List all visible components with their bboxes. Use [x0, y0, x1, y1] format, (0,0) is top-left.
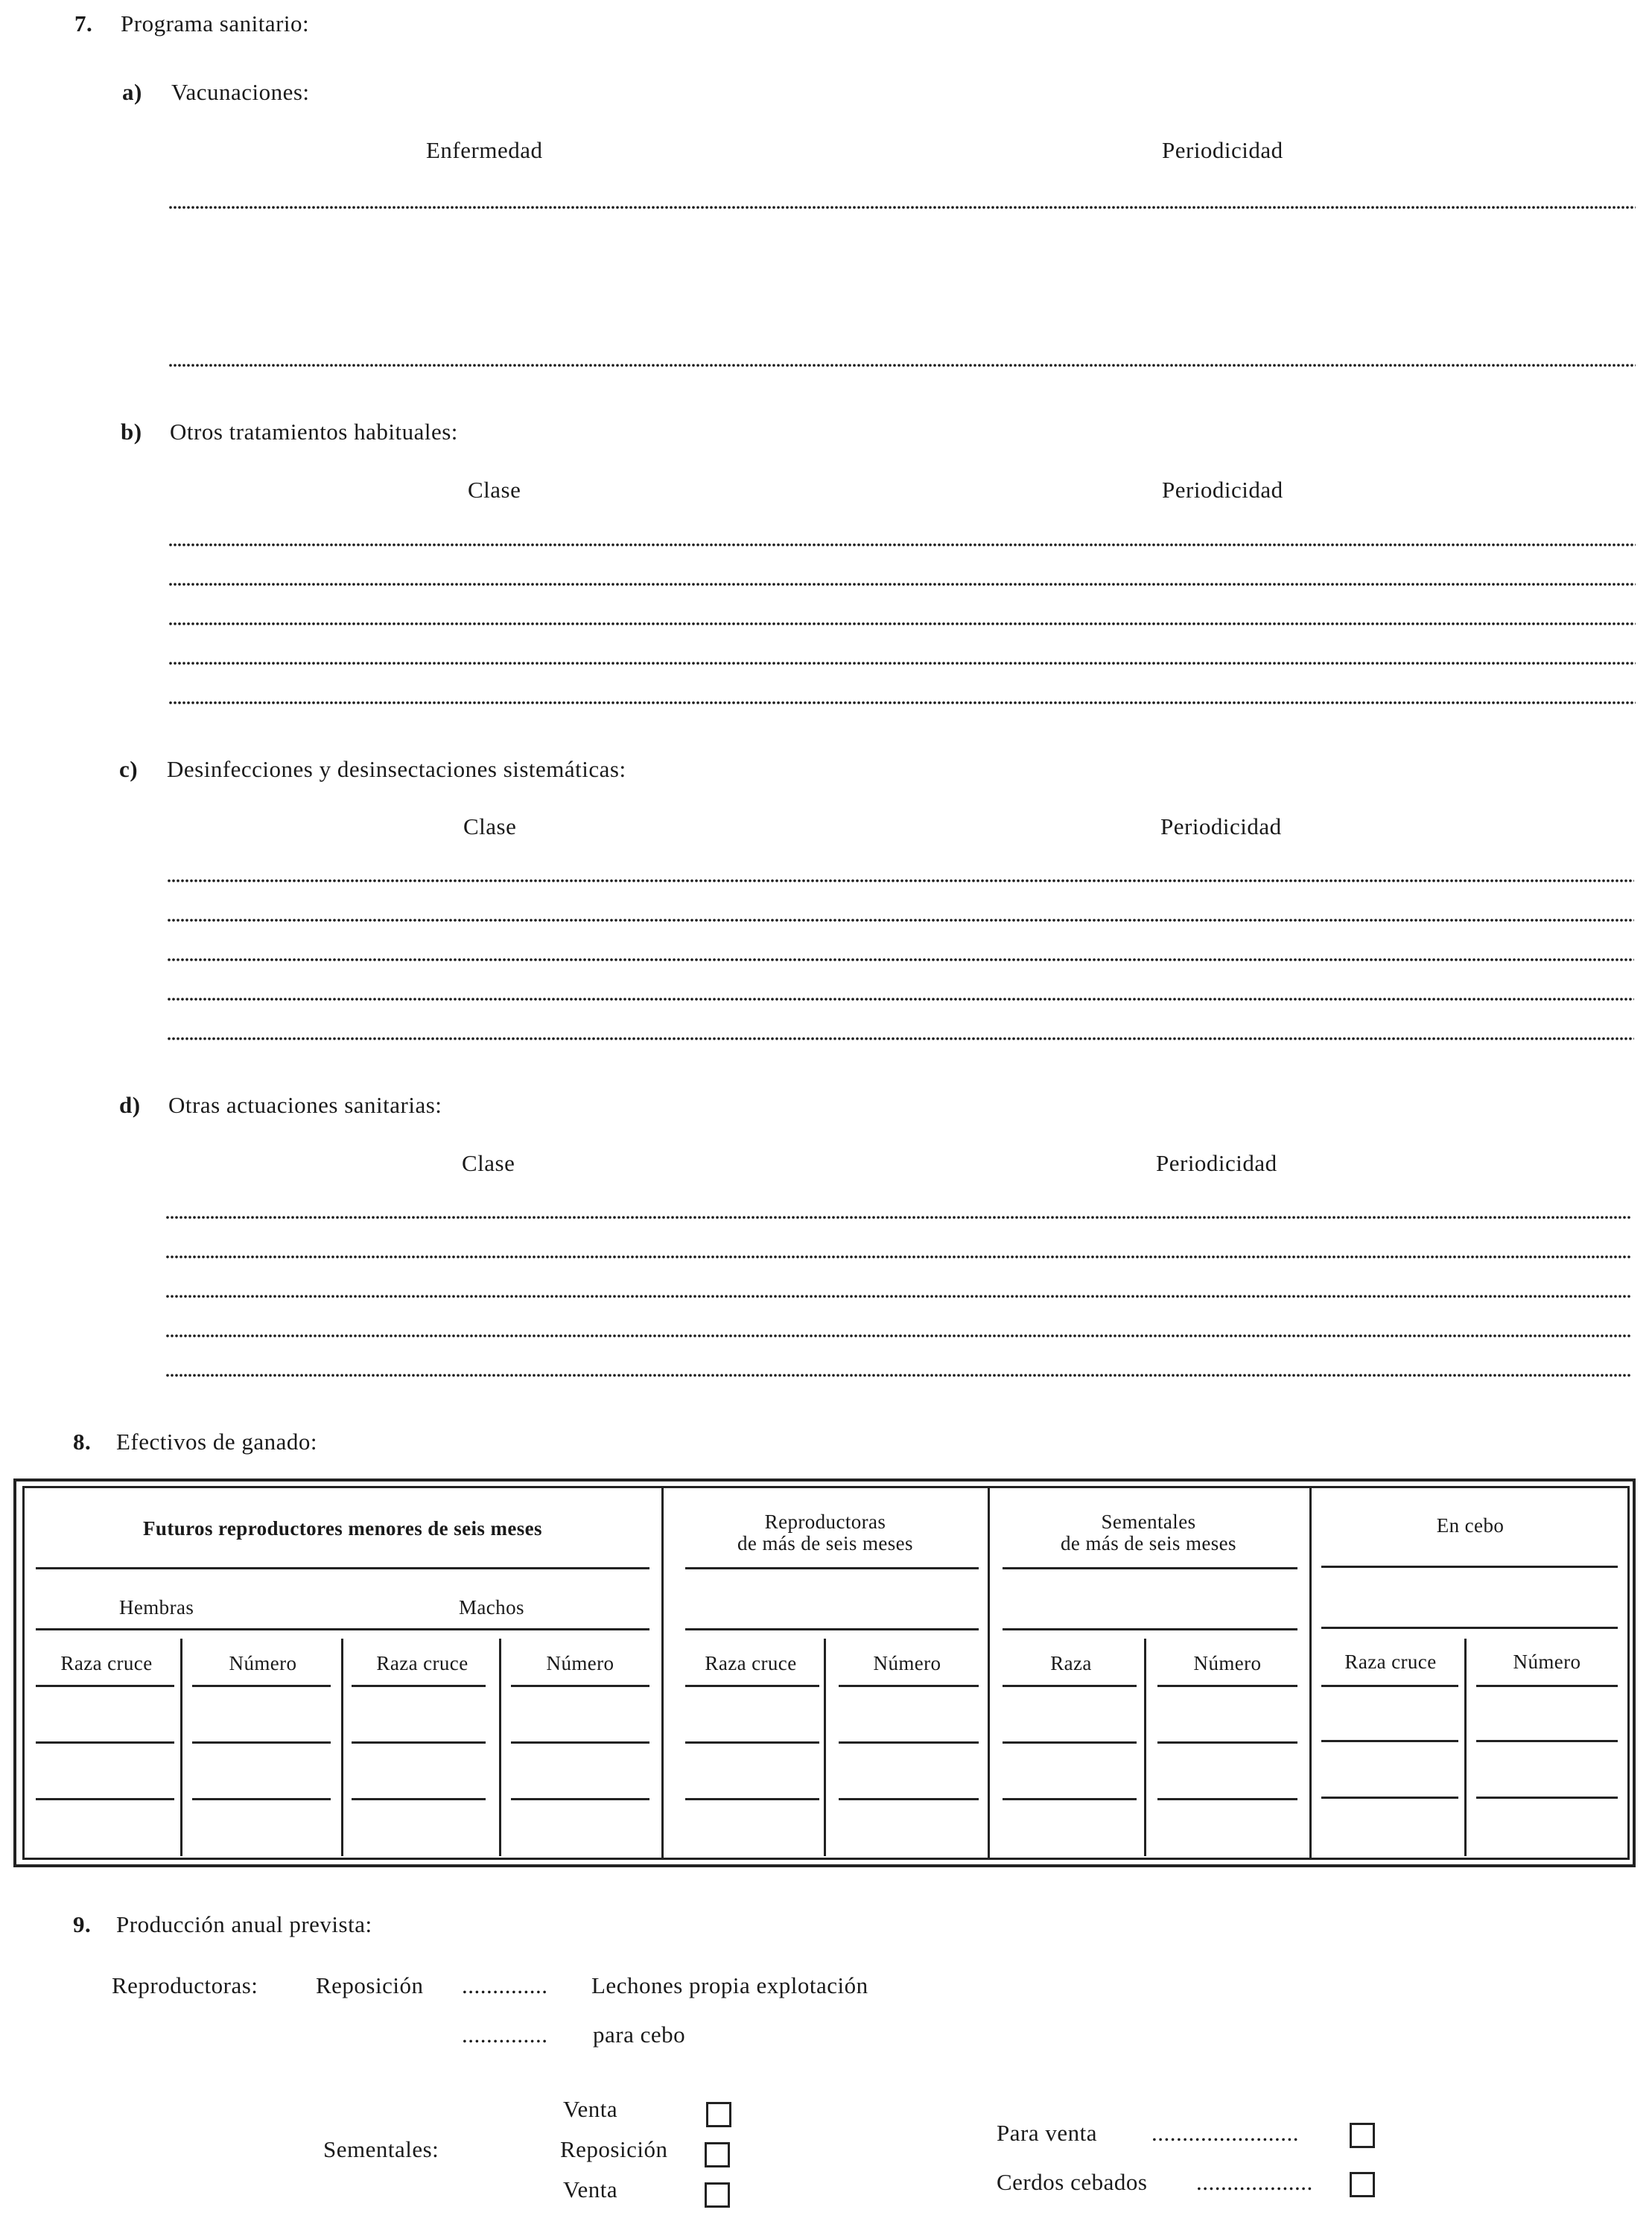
- checkbox-cerdos-cebados[interactable]: [1350, 2172, 1375, 2197]
- section-9-number: 9.: [73, 1911, 92, 1937]
- column-divider: [824, 1639, 826, 1856]
- group-header-future-breeders: Futuros reproductores menores de seis meses: [143, 1517, 542, 1540]
- subsection-a-col-disease: Enfermedad: [426, 137, 543, 163]
- group-header-boars-line2: de más de seis meses: [1061, 1532, 1236, 1554]
- subsection-c-title: Desinfecciones y desinsectaciones sistemáticas:: [167, 756, 626, 782]
- column-divider: [1464, 1639, 1467, 1856]
- subsection-b-col-class: Clase: [468, 477, 521, 503]
- column-header: Raza: [1050, 1652, 1092, 1674]
- subsection-c-letter: c): [119, 756, 139, 782]
- label-lechones: Lechones propia explotación: [591, 1972, 868, 1998]
- column-header: Número: [873, 1652, 941, 1674]
- entry-line[interactable]: [167, 1037, 1634, 1041]
- header-rule: [1321, 1627, 1618, 1629]
- column-header: Número: [1513, 1651, 1581, 1673]
- subsection-d-letter: d): [119, 1092, 141, 1118]
- column-divider: [1144, 1639, 1146, 1856]
- subsection-d-title: Otras actuaciones sanitarias:: [168, 1092, 442, 1118]
- entry-line[interactable]: [168, 206, 1636, 209]
- option-label-venta: Venta: [563, 2096, 618, 2122]
- entry-line[interactable]: [168, 701, 1636, 705]
- entry-line[interactable]: [165, 1216, 1631, 1219]
- option-label-venta-2: Venta: [563, 2176, 618, 2202]
- table-divider: [988, 1488, 990, 1858]
- group-header-sows-line2: de más de seis meses: [737, 1532, 913, 1554]
- column-divider: [180, 1639, 182, 1856]
- subsection-a-title: Vacunaciones:: [171, 79, 310, 105]
- header-rule: [1003, 1567, 1297, 1569]
- label-para-cebo: para cebo: [593, 2021, 686, 2048]
- entry-line[interactable]: [168, 543, 1636, 547]
- header-rule: [1003, 1628, 1297, 1630]
- column-header: Número: [229, 1652, 297, 1674]
- section-9-title: Producción anual prevista:: [116, 1911, 372, 1937]
- entry-line[interactable]: [168, 622, 1636, 626]
- header-rule: [685, 1628, 979, 1630]
- checkbox-para-venta[interactable]: [1350, 2123, 1375, 2148]
- column-header: Número: [546, 1652, 614, 1674]
- subsection-b-letter: b): [121, 419, 142, 445]
- subheader-females: Hembras: [119, 1596, 194, 1619]
- column-header: Raza cruce: [705, 1652, 797, 1674]
- entry-line[interactable]: [167, 997, 1634, 1001]
- subsection-d-col-class: Clase: [462, 1150, 515, 1176]
- subsection-b-title: Otros tratamientos habituales:: [170, 419, 458, 445]
- subsection-d-col-periodicity: Periodicidad: [1156, 1150, 1277, 1176]
- entry-line[interactable]: [165, 1295, 1631, 1298]
- subsection-a-col-periodicity: Periodicidad: [1162, 137, 1283, 163]
- subsection-b-col-periodicity: Periodicidad: [1162, 477, 1283, 503]
- entry-line[interactable]: [165, 1255, 1631, 1259]
- cerdos-cebados-field[interactable]: ...................: [1196, 2169, 1313, 2195]
- entry-line[interactable]: [165, 1334, 1631, 1338]
- table-divider: [1309, 1488, 1312, 1858]
- entry-line[interactable]: [167, 918, 1634, 922]
- section-7-title: Programa sanitario:: [121, 10, 310, 36]
- column-divider: [499, 1639, 501, 1856]
- entry-line[interactable]: [167, 879, 1634, 883]
- entry-line[interactable]: [168, 363, 1636, 367]
- label-cerdos-cebados: Cerdos cebados: [997, 2169, 1148, 2195]
- subsection-a-letter: a): [122, 79, 142, 105]
- label-para-venta: Para venta: [997, 2120, 1097, 2146]
- checkbox-venta-2[interactable]: [705, 2182, 730, 2208]
- group-header-fattening: En cebo: [1436, 1514, 1505, 1537]
- subheader-males: Machos: [459, 1596, 524, 1619]
- column-header: Raza cruce: [60, 1652, 153, 1674]
- table-divider: [661, 1488, 664, 1858]
- column-header: Número: [1193, 1652, 1262, 1674]
- entry-line[interactable]: [168, 582, 1636, 586]
- column-divider: [341, 1639, 343, 1856]
- reposicion-field[interactable]: ..............: [462, 1972, 548, 1998]
- subsection-c-col-class: Clase: [463, 813, 517, 839]
- header-rule: [1321, 1566, 1618, 1568]
- header-rule: [36, 1567, 649, 1569]
- option-label-reposicion: Reposición: [560, 2136, 668, 2162]
- label-reposicion: Reposición: [316, 1972, 424, 1998]
- column-header: Raza cruce: [1344, 1651, 1437, 1673]
- checkbox-reposicion[interactable]: [705, 2142, 730, 2167]
- checkbox-venta[interactable]: [706, 2102, 731, 2127]
- label-sementales: Sementales:: [323, 2136, 439, 2162]
- column-header: Raza cruce: [376, 1652, 468, 1674]
- para-cebo-field[interactable]: ..............: [462, 2021, 548, 2048]
- group-header-sows-line1: Reproductoras: [764, 1511, 886, 1533]
- para-venta-field[interactable]: ........................: [1151, 2120, 1299, 2146]
- section-8-number: 8.: [73, 1429, 92, 1455]
- subsection-c-col-periodicity: Periodicidad: [1160, 813, 1282, 839]
- label-reproductoras: Reproductoras:: [112, 1972, 258, 1998]
- entry-line[interactable]: [167, 958, 1634, 962]
- header-rule: [36, 1628, 649, 1630]
- group-header-boars-line1: Sementales: [1101, 1511, 1196, 1533]
- entry-line[interactable]: [165, 1373, 1631, 1377]
- entry-line[interactable]: [168, 661, 1636, 665]
- header-rule: [685, 1567, 979, 1569]
- section-8-title: Efectivos de ganado:: [116, 1429, 317, 1455]
- section-7-number: 7.: [74, 10, 93, 36]
